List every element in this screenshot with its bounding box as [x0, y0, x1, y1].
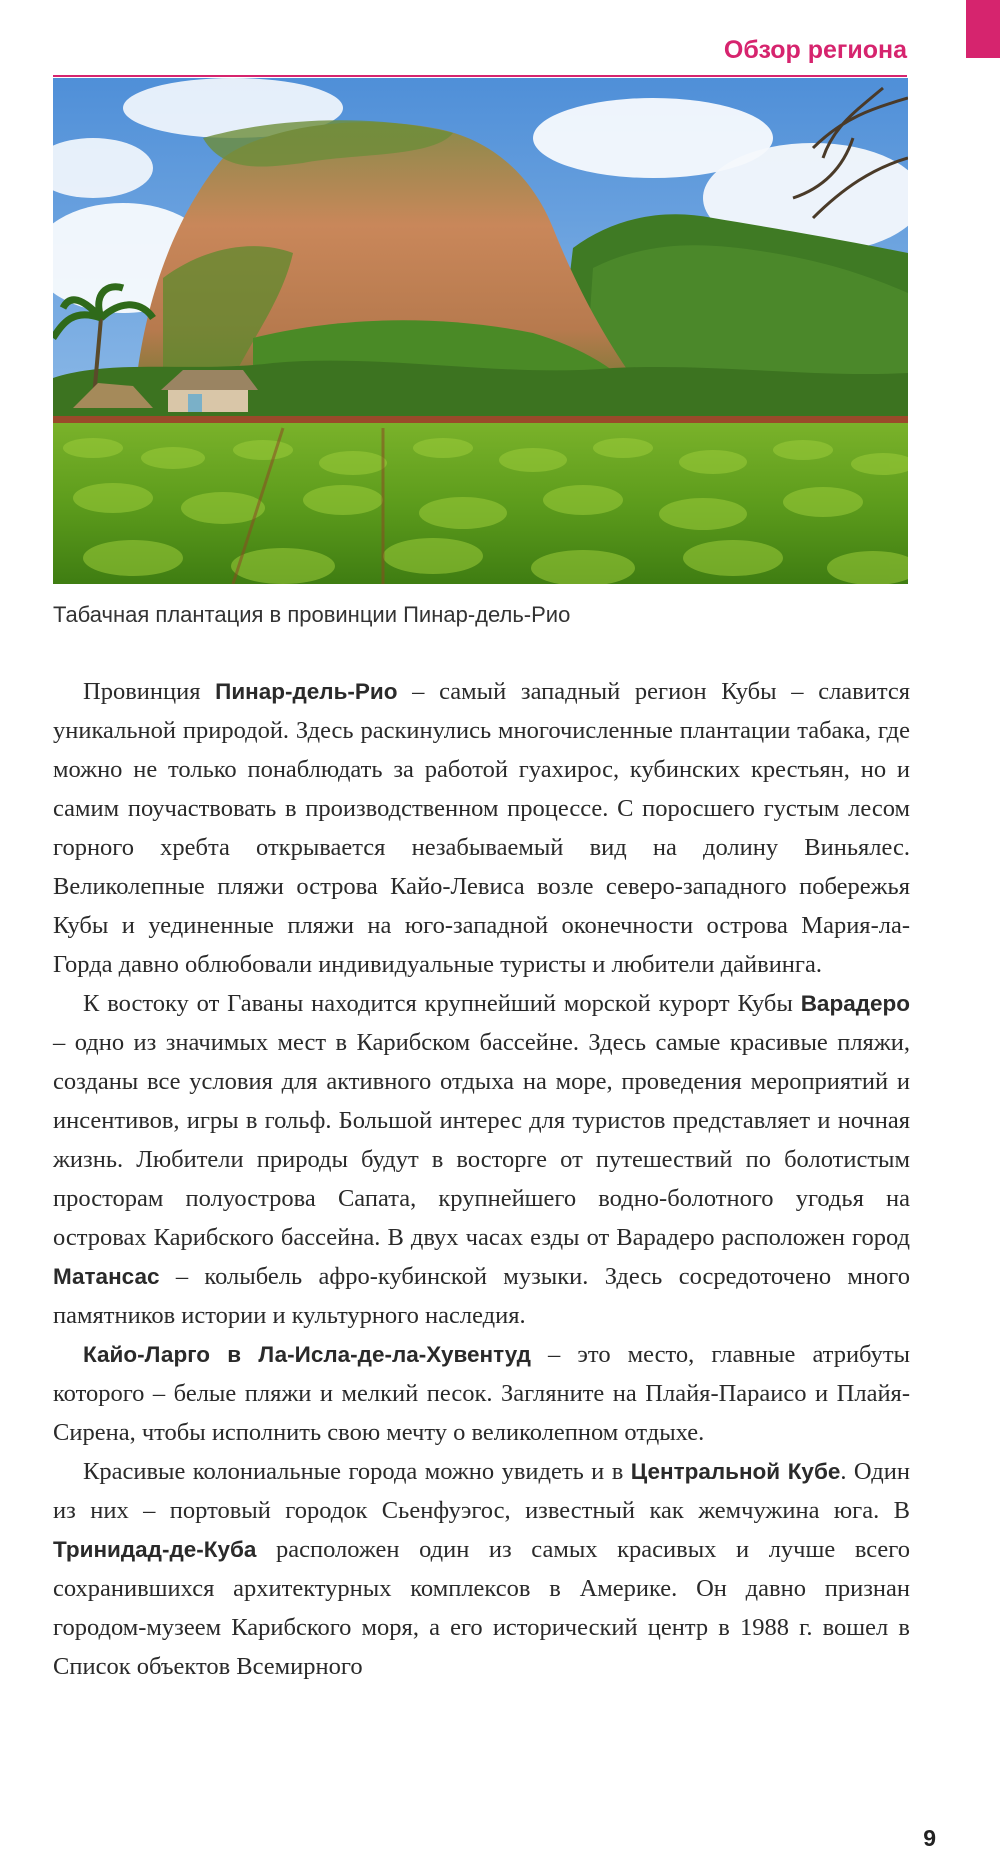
- text-run: Красивые колониальные города можно увидеть и в: [83, 1458, 631, 1485]
- bold-place-name: Варадеро: [800, 991, 910, 1016]
- article-body: [53, 672, 910, 1686]
- bold-place-name: Пинар-дель-Рио: [215, 679, 398, 704]
- text-run: . Один из них – портовый городок Сьенфуэгос, известный как жемчужина юга. В: [53, 1458, 910, 1524]
- bold-place-name: Матансас: [53, 1264, 160, 1289]
- bold-place-name: Кайо-Ларго в Ла-Исла-де-ла-Хувентуд: [83, 1342, 531, 1367]
- paragraph-pinar-del-rio: [53, 672, 910, 984]
- tobacco-plantation-photo: [53, 78, 908, 584]
- section-title: Обзор региона: [723, 36, 907, 64]
- paragraph-central-cuba: [53, 1452, 910, 1686]
- text-run: К востоку от Гаваны находится крупнейший морской курорт Кубы: [83, 990, 801, 1017]
- text-run: – самый западный регион Кубы – славится уникальной природой. Здесь раскинулись многочисленные плантации табака, где можно не только понаблюдать за работой гуахирос, кубинских крестьян, но и самим поучаствовать в производственном процессе. С поросшего густым лесом горного хребта открывается незабываемый вид на долину Виньялес. Великолепные пляжи острова Кайо-Левиса возле северо-западного побережья Кубы и уединенные пляжи на юго-западной оконечности острова Мария-ла-Горда давно облюбовали индивидуальные туристы и любители дайвинга.: [53, 678, 910, 978]
- text-run: – одно из значимых мест в Карибском бассейне. Здесь самые красивые пляжи, созданы все условия для активного отдыха на море, проведения мероприятий и инсентивов, игры в гольф. Большой интерес для туристов представляет и ночная жизнь. Любители природы будут в восторге от путешествий по болотистым просторам полуострова Сапата, крупнейшего водно-болотного угодья на островах Карибского бассейна. В двух часах езды от Варадеро расположен город: [53, 1029, 910, 1251]
- photo-caption: Табачная плантация в провинции Пинар-дель-Рио: [53, 602, 571, 627]
- page-number: 9: [923, 1825, 936, 1851]
- section-tab-marker: [966, 0, 1000, 58]
- text-run: Провинция: [83, 678, 216, 705]
- paragraph-cayo-largo: [53, 1335, 910, 1452]
- text-run: – колыбель афро-кубинской музыки. Здесь сосредоточено много памятников истории и культурного наследия.: [53, 1263, 910, 1329]
- bold-place-name: Тринидад-де-Куба: [53, 1537, 257, 1562]
- text-run: – это место, главные атрибуты которого – белые пляжи и мелкий песок. Загляните на Плайя-Параисо и Плайя-Сирена, чтобы исполнить свою мечту о великолепном отдыхе.: [53, 1341, 911, 1446]
- text-run: расположен один из самых красивых и лучше всего сохранившихся архитектурных комплексов в Америке. Он давно признан городом-музеем Карибского моря, а его исторический центр в 1988 г. вошел в Список объектов Всемирного: [53, 1536, 910, 1680]
- bold-place-name: Центральной Кубе: [630, 1459, 841, 1484]
- paragraph-varadero: [53, 984, 910, 1335]
- header-rule: [53, 75, 907, 77]
